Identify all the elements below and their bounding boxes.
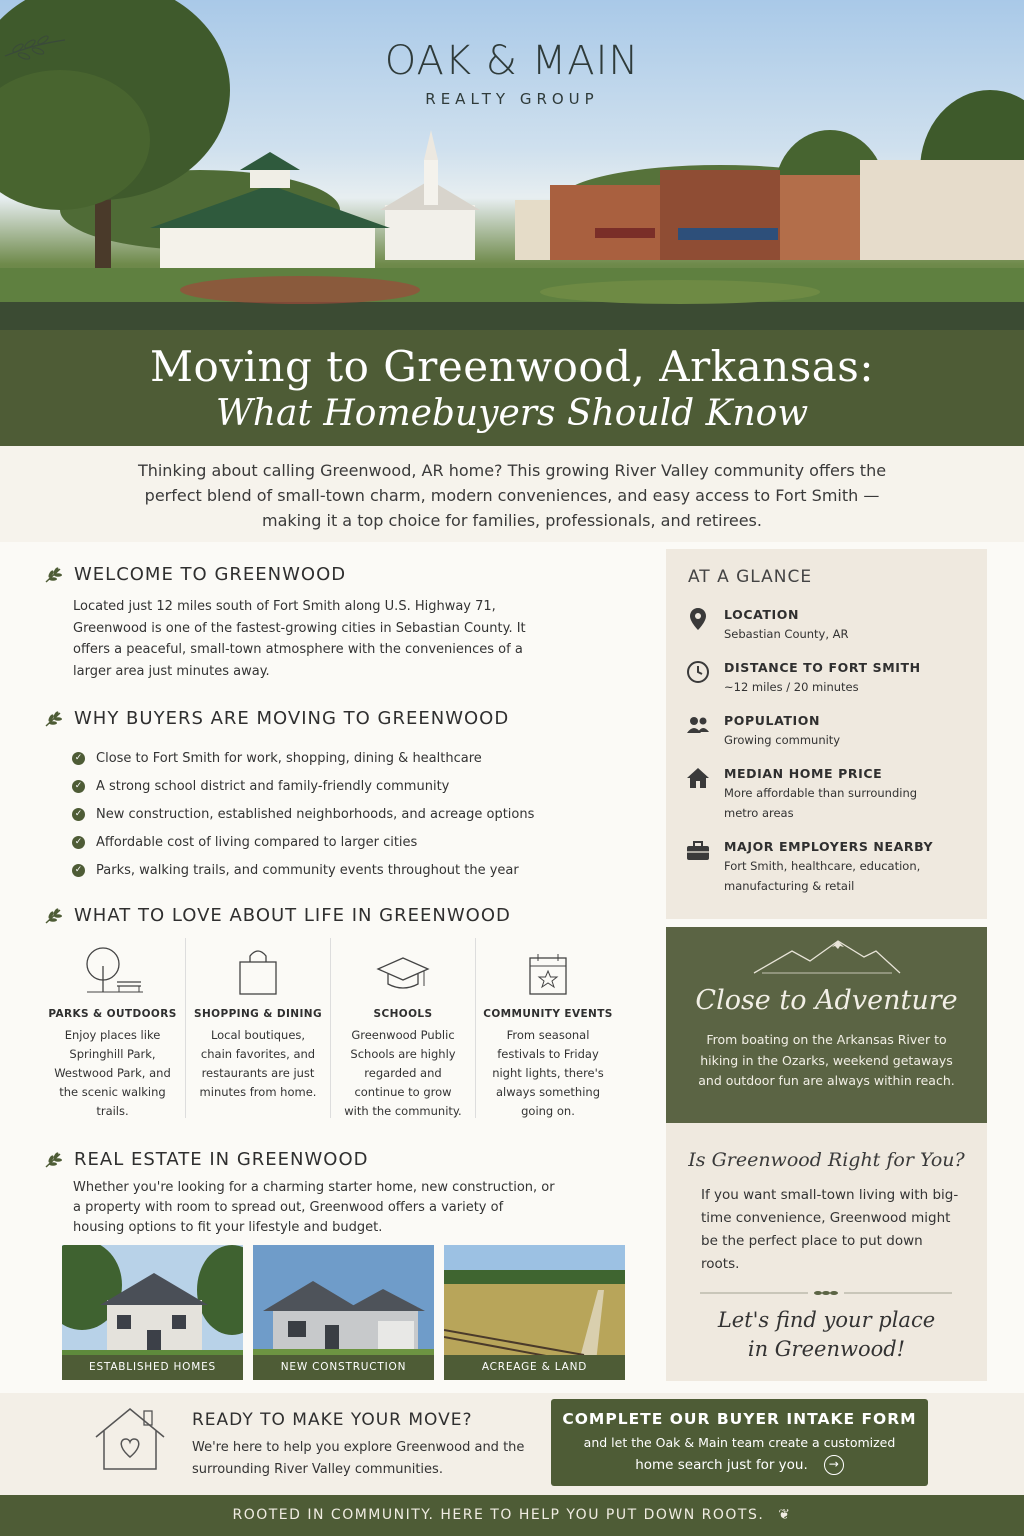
sprig-icon	[44, 907, 64, 925]
card-established-homes	[62, 1245, 243, 1380]
glance-distance: DISTANCE TO FORT SMITH ~12 miles / 20 minutes	[686, 660, 921, 698]
shopping-bag-icon	[236, 946, 280, 996]
sprig-divider-icon	[700, 1288, 952, 1298]
intro-text: Thinking about calling Greenwood, AR home? This growing River Valley community offers the perfect blend of small-town charm, modern conveniences, and easy access to Fort Smith — making it a top choice for families, professionals, and retirees.	[0, 446, 1024, 542]
sprig-icon	[44, 566, 64, 584]
love-heading	[44, 905, 511, 926]
list-item: ✓ Parks, walking trails, and community events throughout the year	[72, 856, 534, 884]
list-item: ✓ New construction, established neighborhoods, and acreage options	[72, 800, 534, 828]
calendar-star-icon	[527, 952, 569, 996]
love-schools: SCHOOLS Greenwood Public Schools are highly regarded and continue to grow with the community.	[330, 938, 475, 1118]
check-icon: ✓	[72, 752, 85, 765]
love-shopping: SHOPPING & DINING Local boutiques, chain favorites, and restaurants are just minutes from home.	[185, 938, 330, 1118]
glance-employers: MAJOR EMPLOYERS NEARBY Fort Smith, healthcare, education, manufacturing & retail	[686, 839, 954, 896]
brand-name: OAK & MAIN	[384, 38, 640, 84]
brand-logo	[0, 34, 1024, 108]
clock-icon	[686, 660, 710, 684]
check-icon: ✓	[72, 836, 85, 849]
realestate-text: Whether you're looking for a charming starter home, new construction, or a property with room to spread out, Greenwood offers a variety of housing options to fit your lifestyle and budget.	[73, 1180, 555, 1235]
hero-banner	[0, 0, 1024, 330]
page-subtitle: What Homebuyers Should Know	[215, 393, 809, 434]
page-title: Moving to Greenwood, Arkansas:	[150, 342, 874, 391]
card-caption: ESTABLISHED HOMES	[62, 1355, 243, 1380]
adventure-title: Close to Adventure	[695, 985, 958, 1016]
right-for-you-text: If you want small-town living with big-time convenience, Greenwood might be the perfect place to put down roots.	[701, 1187, 959, 1272]
buyer-intake-form-button[interactable]	[551, 1399, 928, 1486]
adventure-text: From boating on the Arkansas River to hiking in the Ozarks, weekend getaways and outdoor fun are always within reach.	[698, 1032, 955, 1088]
title-band	[0, 330, 1024, 446]
housing-cards	[62, 1245, 625, 1380]
why-list	[72, 744, 534, 884]
welcome-text: Located just 12 miles south of Fort Smith along U.S. Highway 71, Greenwood is one of the fastest-growing cities in Sebastian County. It offers a peaceful, small-town atmosphere with the conveniences of a larger area just minutes away.	[73, 599, 526, 679]
house-icon	[686, 767, 710, 789]
briefcase-icon	[686, 841, 710, 861]
right-for-you-panel	[666, 1123, 987, 1381]
glance-population: POPULATION Growing community	[686, 713, 840, 751]
sprig-icon	[44, 1151, 64, 1169]
card-new-construction	[253, 1245, 434, 1380]
welcome-heading-text: WELCOME TO GREENWOOD	[74, 564, 347, 585]
footer-tagline: ROOTED IN COMMUNITY. HERE TO HELP YOU PUT DOWN ROOTS. ❦	[0, 1495, 1024, 1536]
card-caption: NEW CONSTRUCTION	[253, 1355, 434, 1380]
ready-title: READY TO MAKE YOUR MOVE?	[192, 1410, 473, 1430]
love-parks: PARKS & OUTDOORS Enjoy places like Springhill Park, Westwood Park, and the scenic walking trails.	[40, 938, 185, 1118]
sprig-icon	[44, 710, 64, 728]
people-icon	[686, 715, 710, 735]
map-pin-icon	[689, 607, 707, 631]
check-icon: ✓	[72, 808, 85, 821]
tree-bench-icon	[81, 944, 145, 996]
form-button-line1: and let the Oak & Main team create a customized	[583, 1435, 896, 1450]
right-for-you-cta: Let's find your place in Greenwood!	[717, 1308, 936, 1361]
at-a-glance-panel	[666, 549, 987, 919]
why-heading	[44, 708, 509, 729]
glance-location: LOCATION Sebastian County, AR	[686, 607, 849, 645]
sprig-icon: ❦	[778, 1507, 792, 1523]
love-events: COMMUNITY EVENTS From seasonal festivals to Friday night lights, there's always something going on.	[475, 938, 620, 1118]
realestate-heading-text: REAL ESTATE IN GREENWOOD	[74, 1149, 369, 1170]
list-item: ✓ A strong school district and family-friendly community	[72, 772, 534, 800]
arrow-right-icon: →	[824, 1455, 844, 1475]
close-to-adventure-panel	[666, 927, 987, 1123]
house-heart-icon	[92, 1405, 168, 1475]
form-button-title: COMPLETE OUR BUYER INTAKE FORM	[562, 1410, 917, 1428]
check-icon: ✓	[72, 780, 85, 793]
ready-text: We're here to help you explore Greenwood and the surrounding River Valley communities.	[192, 1440, 525, 1477]
graduation-cap-icon	[376, 954, 430, 996]
right-for-you-title: Is Greenwood Right for You?	[688, 1149, 965, 1171]
card-acreage-land	[444, 1245, 625, 1380]
form-button-line2: home search just for you. →	[551, 1454, 928, 1477]
brand-subtitle: REALTY GROUP	[425, 90, 599, 108]
love-heading-text: WHAT TO LOVE ABOUT LIFE IN GREENWOOD	[74, 905, 511, 926]
check-icon: ✓	[72, 864, 85, 877]
list-item: ✓ Close to Fort Smith for work, shopping, dining & healthcare	[72, 744, 534, 772]
realestate-heading	[44, 1149, 369, 1170]
glance-heading: AT A GLANCE	[688, 567, 813, 587]
welcome-heading	[44, 564, 346, 585]
list-item: ✓ Affordable cost of living compared to larger cities	[72, 828, 534, 856]
olive-branch-icon	[0, 34, 70, 64]
glance-median-price: MEDIAN HOME PRICE More affordable than surrounding metro areas	[686, 766, 954, 823]
card-caption: ACREAGE & LAND	[444, 1355, 625, 1380]
mountains-icon	[752, 937, 902, 977]
why-heading-text: WHY BUYERS ARE MOVING TO GREENWOOD	[74, 708, 510, 729]
love-columns	[40, 938, 620, 1118]
